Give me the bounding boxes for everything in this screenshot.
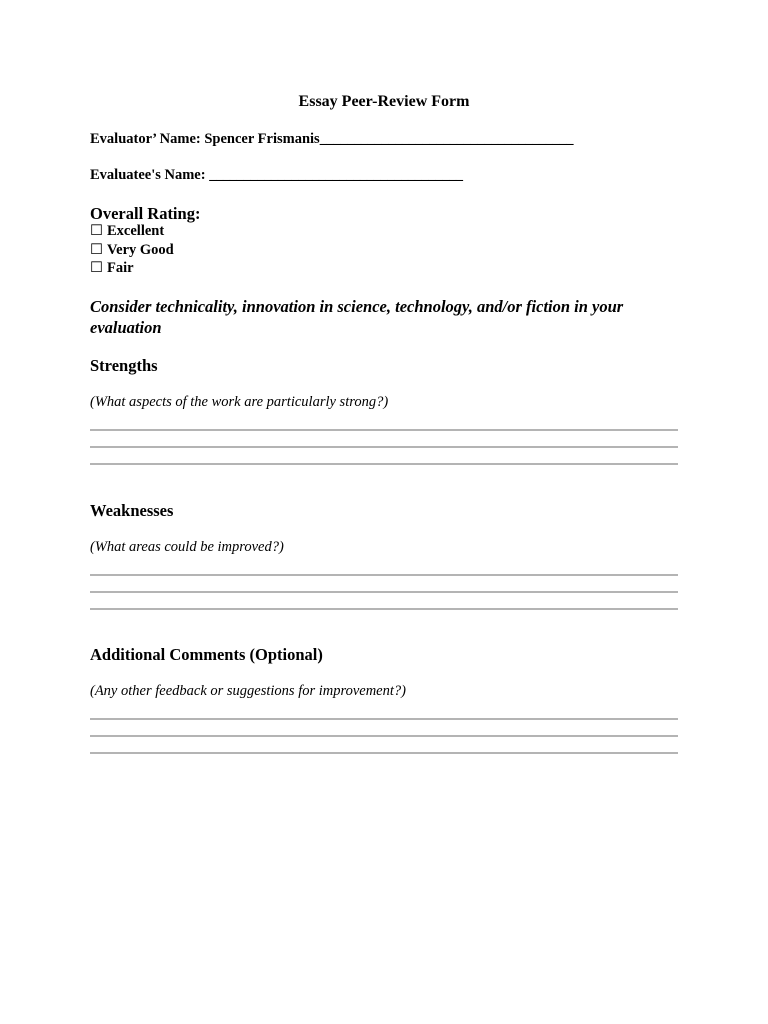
- strengths-heading: Strengths: [90, 356, 158, 375]
- strengths-answer-line[interactable]: [90, 446, 678, 448]
- rating-option-label: Fair: [107, 260, 134, 276]
- weaknesses-prompt: (What areas could be improved?): [90, 539, 284, 555]
- weaknesses-answer-line[interactable]: [90, 574, 678, 576]
- evaluator-name-label: Evaluator’ Name: Spencer Frismanis: [90, 131, 320, 147]
- rating-option-very-good[interactable]: [90, 242, 174, 259]
- additional-comments-answer-line[interactable]: [90, 752, 678, 754]
- checkbox-icon[interactable]: ☐: [90, 260, 103, 276]
- rating-option-excellent[interactable]: [90, 223, 164, 240]
- additional-comments-answer-line[interactable]: [90, 735, 678, 737]
- weaknesses-heading: Weaknesses: [90, 501, 174, 520]
- evaluator-name-field: [90, 131, 573, 148]
- additional-comments-heading: Additional Comments (Optional): [90, 645, 323, 664]
- evaluatee-name-field: [90, 167, 463, 184]
- weaknesses-answer-line[interactable]: [90, 608, 678, 610]
- additional-comments-answer-line[interactable]: [90, 718, 678, 720]
- evaluatee-name-label: Evaluatee's Name:: [90, 167, 210, 183]
- additional-comments-prompt: (Any other feedback or suggestions for improvement?): [90, 683, 406, 699]
- rating-option-label: Very Good: [107, 242, 174, 258]
- form-title: Essay Peer-Review Form: [298, 93, 470, 110]
- strengths-prompt: (What aspects of the work are particularly strong?): [90, 394, 389, 410]
- evaluator-name-blank[interactable]: _____________________________________: [319, 131, 574, 147]
- evaluatee-name-blank[interactable]: _____________________________________: [209, 167, 463, 183]
- overall-rating-heading: Overall Rating:: [90, 204, 201, 223]
- strengths-answer-line[interactable]: [90, 429, 678, 431]
- strengths-answer-line[interactable]: [90, 463, 678, 465]
- checkbox-icon[interactable]: ☐: [90, 223, 103, 239]
- rating-option-label: Excellent: [107, 223, 165, 239]
- checkbox-icon[interactable]: ☐: [90, 242, 103, 258]
- rating-option-fair[interactable]: [90, 260, 134, 277]
- evaluation-instruction: Consider technicality, innovation in science, technology, and/or fiction in your evaluation: [90, 297, 624, 337]
- weaknesses-answer-line[interactable]: [90, 591, 678, 593]
